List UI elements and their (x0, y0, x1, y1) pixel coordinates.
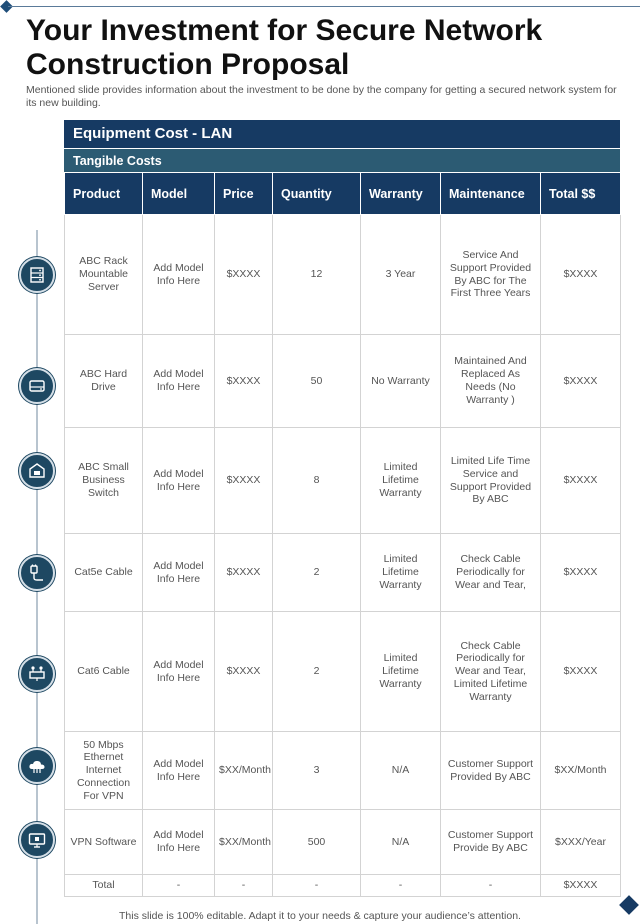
cell-quantity: 3 (273, 732, 361, 810)
cell-product: VPN Software (65, 810, 143, 875)
network-switch-icon (19, 453, 55, 489)
cell-price: - (215, 875, 273, 897)
cell-price: $XX/Month (215, 732, 273, 810)
table-row (65, 335, 621, 428)
table-header-row (65, 173, 621, 215)
footer-note: This slide is 100% editable. Adapt it to your needs & capture your audience’s attention. (119, 910, 521, 922)
table-row (65, 612, 621, 732)
table-row (65, 810, 621, 875)
cell-product: ABC Small Business Switch (65, 428, 143, 534)
top-rule (8, 6, 640, 7)
cell-total: $XXX/Year (541, 810, 621, 875)
cell-maintenance: Service And Support Provided By ABC for The First Three Years (441, 215, 541, 335)
cell-total: $XXXX (541, 428, 621, 534)
cell-total: $XXXX (541, 335, 621, 428)
cell-warranty: Limited Lifetime Warranty (361, 612, 441, 732)
cell-warranty: N/A (361, 732, 441, 810)
table-subtitle: Tangible Costs (64, 148, 620, 172)
cell-price: $XXXX (215, 215, 273, 335)
cell-model: Add Model Info Here (143, 534, 215, 612)
cell-price: $XXXX (215, 534, 273, 612)
cell-quantity: 500 (273, 810, 361, 875)
cell-maintenance: Customer Support Provided By ABC (441, 732, 541, 810)
table-row (65, 428, 621, 534)
table-row (65, 534, 621, 612)
cell-model: Add Model Info Here (143, 335, 215, 428)
cell-model: Add Model Info Here (143, 810, 215, 875)
cell-model: Add Model Info Here (143, 732, 215, 810)
cell-warranty: 3 Year (361, 215, 441, 335)
cell-warranty: N/A (361, 810, 441, 875)
cell-model: Add Model Info Here (143, 215, 215, 335)
cell-quantity: - (273, 875, 361, 897)
cell-product: ABC Hard Drive (65, 335, 143, 428)
cell-warranty: No Warranty (361, 335, 441, 428)
cell-quantity: 2 (273, 612, 361, 732)
cell-product: Cat6 Cable (65, 612, 143, 732)
cell-total-label: Total (65, 875, 143, 897)
cell-price: $XXXX (215, 335, 273, 428)
cell-quantity: 50 (273, 335, 361, 428)
cell-price: $XXXX (215, 428, 273, 534)
cell-total: $XXXX (541, 215, 621, 335)
cell-quantity: 8 (273, 428, 361, 534)
cell-total: $XXXX (541, 612, 621, 732)
column-header-maintenance: Maintenance (441, 173, 541, 215)
table-row (65, 215, 621, 335)
cell-model: Add Model Info Here (143, 612, 215, 732)
cloud-connection-icon (19, 748, 55, 784)
hard-drive-icon (19, 368, 55, 404)
cell-maintenance: Check Cable Periodically for Wear and Tear, Limited Lifetime Warranty (441, 612, 541, 732)
cell-warranty: Limited Lifetime Warranty (361, 534, 441, 612)
column-header-price: Price (215, 173, 273, 215)
cable-network-icon (19, 656, 55, 692)
cell-price: $XX/Month (215, 810, 273, 875)
cell-total: $XXXX (541, 534, 621, 612)
page-subtitle: Mentioned slide provides information about the investment to be done by the company for getting a secured network system for its new building. (26, 84, 617, 109)
cell-maintenance: Maintained And Replaced As Needs (No Warranty ) (441, 335, 541, 428)
cell-maintenance: Limited Life Time Service and Support Provided By ABC (441, 428, 541, 534)
cell-grand-total: $XXXX (541, 875, 621, 897)
vpn-software-icon (19, 822, 55, 858)
cell-maintenance: Customer Support Provide By ABC (441, 810, 541, 875)
column-header-total: Total $$ (541, 173, 621, 215)
cell-warranty: Limited Lifetime Warranty (361, 428, 441, 534)
cable-plug-icon (19, 555, 55, 591)
total-row (65, 875, 621, 897)
column-header-warranty: Warranty (361, 173, 441, 215)
cell-price: $XXXX (215, 612, 273, 732)
server-icon (19, 257, 55, 293)
equipment-cost-table (64, 120, 620, 897)
table-title: Equipment Cost - LAN (64, 120, 620, 148)
column-header-product: Product (65, 173, 143, 215)
cell-total: $XX/Month (541, 732, 621, 810)
cell-maintenance: Check Cable Periodically for Wear and Tear, (441, 534, 541, 612)
cell-model: - (143, 875, 215, 897)
cell-model: Add Model Info Here (143, 428, 215, 534)
cell-warranty: - (361, 875, 441, 897)
column-header-quantity: Quantity (273, 173, 361, 215)
column-header-model: Model (143, 173, 215, 215)
cell-maintenance: - (441, 875, 541, 897)
cell-product: 50 Mbps Ethernet Internet Connection For VPN (65, 732, 143, 810)
cell-quantity: 2 (273, 534, 361, 612)
cell-quantity: 12 (273, 215, 361, 335)
cell-product: Cat5e Cable (65, 534, 143, 612)
table-row (65, 732, 621, 810)
cell-product: ABC Rack Mountable Server (65, 215, 143, 335)
page-title: Your Investment for Secure Network Construction Proposal (26, 14, 543, 81)
